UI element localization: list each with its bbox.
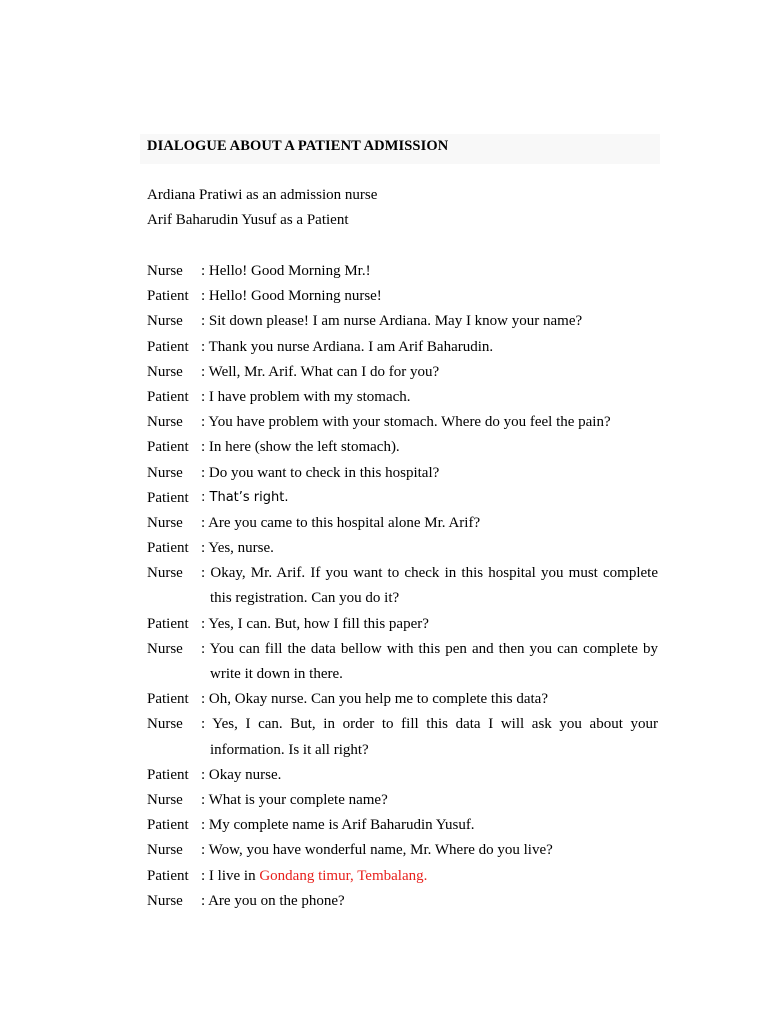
utterance: : In here (show the left stomach). bbox=[201, 439, 400, 456]
utterance-prefix: : I live in bbox=[201, 867, 260, 884]
speaker: Nurse bbox=[147, 464, 183, 481]
utterance: : Okay, Mr. Arif. If you want to check in this hospital you must complete bbox=[201, 565, 658, 582]
dialogue-line bbox=[147, 791, 658, 816]
utterance: : Do you want to check in this hospital? bbox=[201, 464, 440, 481]
utterance: : Sit down please! I am nurse Ardiana. May I know your name? bbox=[201, 313, 583, 330]
dialogue-continuation bbox=[147, 589, 658, 614]
dialogue-line bbox=[147, 338, 658, 363]
utterance-continuation: write it down in there. bbox=[210, 666, 343, 682]
utterance: : Well, Mr. Arif. What can I do for you? bbox=[201, 363, 440, 380]
speaker: Patient bbox=[147, 338, 189, 355]
utterance: : My complete name is Arif Baharudin Yusuf. bbox=[201, 817, 475, 834]
dialogue-line bbox=[147, 539, 658, 564]
speaker: Patient bbox=[147, 817, 189, 834]
speaker: Nurse bbox=[147, 263, 183, 279]
utterance: : Are you on the phone? bbox=[201, 892, 345, 909]
dialogue-line bbox=[147, 287, 658, 312]
dialogue-continuation bbox=[147, 665, 658, 690]
speaker: Nurse bbox=[147, 514, 183, 531]
speaker: Nurse bbox=[147, 565, 183, 582]
utterance: : Yes, nurse. bbox=[201, 540, 274, 557]
cast-line-nurse: Ardiana Pratiwi as an admission nurse bbox=[147, 187, 378, 203]
dialogue-line bbox=[147, 388, 658, 413]
utterance: : Yes, I can. But, how I fill this paper? bbox=[201, 615, 429, 632]
speaker: Patient bbox=[147, 867, 189, 884]
utterance bbox=[201, 867, 658, 885]
dialogue-line bbox=[147, 363, 658, 388]
dialogue-continuation bbox=[147, 741, 658, 766]
speaker: Patient bbox=[147, 439, 189, 456]
speaker: Nurse bbox=[147, 716, 183, 733]
utterance-continuation: information. Is it all right? bbox=[210, 741, 369, 758]
utterance: : Thank you nurse Ardiana. I am Arif Baharudin. bbox=[201, 338, 494, 355]
utterance: : That’s right. bbox=[201, 489, 289, 505]
speaker: Nurse bbox=[147, 640, 183, 657]
dialogue-line bbox=[147, 312, 658, 337]
speaker: Patient bbox=[147, 489, 189, 506]
highlighted-address: Gondang timur, Tembalang. bbox=[259, 867, 428, 884]
speaker: Nurse bbox=[147, 842, 183, 859]
utterance: : Hello! Good Morning nurse! bbox=[201, 288, 382, 305]
document-title: DIALOGUE ABOUT A PATIENT ADMISSION bbox=[147, 138, 449, 154]
speaker: Nurse bbox=[147, 414, 183, 431]
dialogue-line bbox=[147, 464, 658, 489]
dialogue-line bbox=[147, 867, 658, 892]
speaker: Nurse bbox=[147, 313, 183, 330]
dialogue-line bbox=[147, 262, 658, 287]
speaker: Patient bbox=[147, 540, 189, 557]
dialogue-line bbox=[147, 715, 658, 740]
speaker: Patient bbox=[147, 691, 189, 708]
dialogue-line bbox=[147, 766, 658, 791]
utterance: : You can fill the data bellow with this pen and then you can complete by bbox=[201, 640, 658, 657]
utterance: : What is your complete name? bbox=[201, 791, 388, 808]
dialogue-line bbox=[147, 690, 658, 715]
speaker: Patient bbox=[147, 388, 189, 405]
dialogue-line bbox=[147, 816, 658, 841]
utterance-continuation: this registration. Can you do it? bbox=[210, 590, 400, 607]
dialogue-line bbox=[147, 841, 658, 866]
dialogue-line bbox=[147, 640, 658, 665]
dialogue-line bbox=[147, 892, 658, 917]
dialogue-line bbox=[147, 564, 658, 589]
dialogue-line bbox=[147, 514, 658, 539]
speaker: Nurse bbox=[147, 791, 183, 808]
dialogue-line bbox=[147, 489, 658, 514]
speaker: Patient bbox=[147, 288, 189, 305]
speaker: Nurse bbox=[147, 363, 183, 380]
utterance: : Oh, Okay nurse. Can you help me to complete this data? bbox=[201, 691, 548, 708]
utterance: : Okay nurse. bbox=[201, 766, 282, 783]
dialogue bbox=[147, 262, 658, 917]
dialogue-line bbox=[147, 615, 658, 640]
utterance: : Wow, you have wonderful name, Mr. Where do you live? bbox=[201, 842, 553, 859]
utterance: : You have problem with your stomach. Where do you feel the pain? bbox=[201, 414, 611, 431]
cast-line-patient: Arif Baharudin Yusuf as a Patient bbox=[147, 212, 349, 228]
utterance: : Yes, I can. But, in order to fill this data I will ask you about your bbox=[201, 716, 658, 733]
utterance: : Are you came to this hospital alone Mr. Arif? bbox=[201, 514, 481, 531]
dialogue-line bbox=[147, 413, 658, 438]
speaker: Patient bbox=[147, 766, 189, 783]
speaker: Patient bbox=[147, 615, 189, 632]
speaker: Nurse bbox=[147, 892, 183, 909]
dialogue-line bbox=[147, 438, 658, 463]
utterance: : I have problem with my stomach. bbox=[201, 388, 411, 405]
utterance: : Hello! Good Morning Mr.! bbox=[201, 263, 371, 279]
